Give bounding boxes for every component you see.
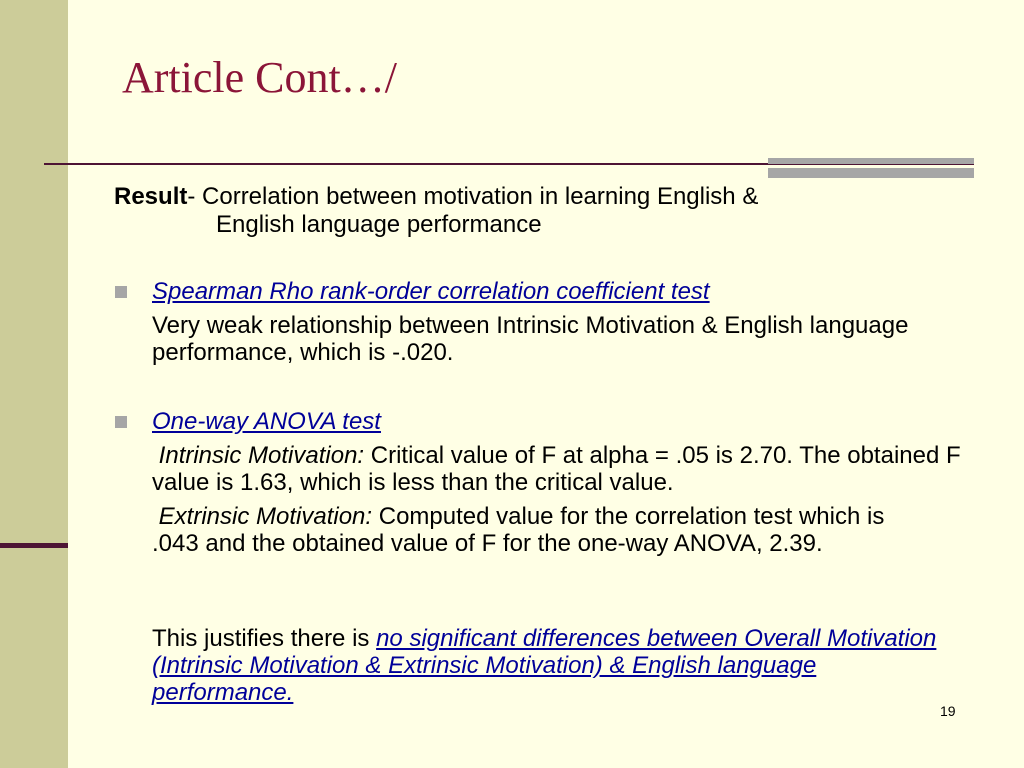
- title-divider-block-bottom: [768, 168, 974, 178]
- extrinsic-motivation-text: Computed value for the correlation test which is .043 and the obtained value of F for the one-way ANOVA, 2.39.: [152, 503, 885, 557]
- conclusion-link[interactable]: no significant differences between Overall Motivation (Intrinsic Motivation & Extrinsic Motivation) & English language performance.: [152, 625, 937, 706]
- bullet-square-icon: [115, 286, 127, 298]
- intrinsic-motivation-text: Critical value of F at alpha = .05 is 2.70. The obtained F value is 1.63, which is less than the critical value.: [152, 442, 961, 496]
- title-divider-block-top: [768, 158, 974, 164]
- result-statement: [114, 183, 758, 239]
- spearman-test-link[interactable]: Spearman Rho rank-order correlation coefficient test: [152, 278, 710, 305]
- conclusion-prefix: This justifies there is: [152, 625, 377, 652]
- left-accent-bar: [0, 543, 68, 548]
- result-label: Result: [114, 183, 188, 210]
- left-decorative-band: [0, 0, 68, 768]
- result-description-line1: - Correlation between motivation in learning English &: [187, 183, 759, 210]
- bullet-square-icon: [115, 416, 127, 428]
- result-description-line2: English language performance: [216, 211, 542, 238]
- page-number: 19: [940, 703, 956, 719]
- intrinsic-motivation-paragraph: [152, 442, 972, 496]
- intrinsic-motivation-label: Intrinsic Motivation:: [158, 442, 365, 469]
- anova-test-link[interactable]: One-way ANOVA test: [152, 408, 381, 435]
- slide-title: Article Cont…/: [122, 53, 397, 102]
- extrinsic-motivation-label: Extrinsic Motivation:: [158, 503, 373, 530]
- extrinsic-motivation-paragraph: [152, 503, 912, 557]
- spearman-description: Very weak relationship between Intrinsic Motivation & English language performance, which is -.020.: [152, 312, 909, 366]
- conclusion-paragraph: [152, 625, 957, 706]
